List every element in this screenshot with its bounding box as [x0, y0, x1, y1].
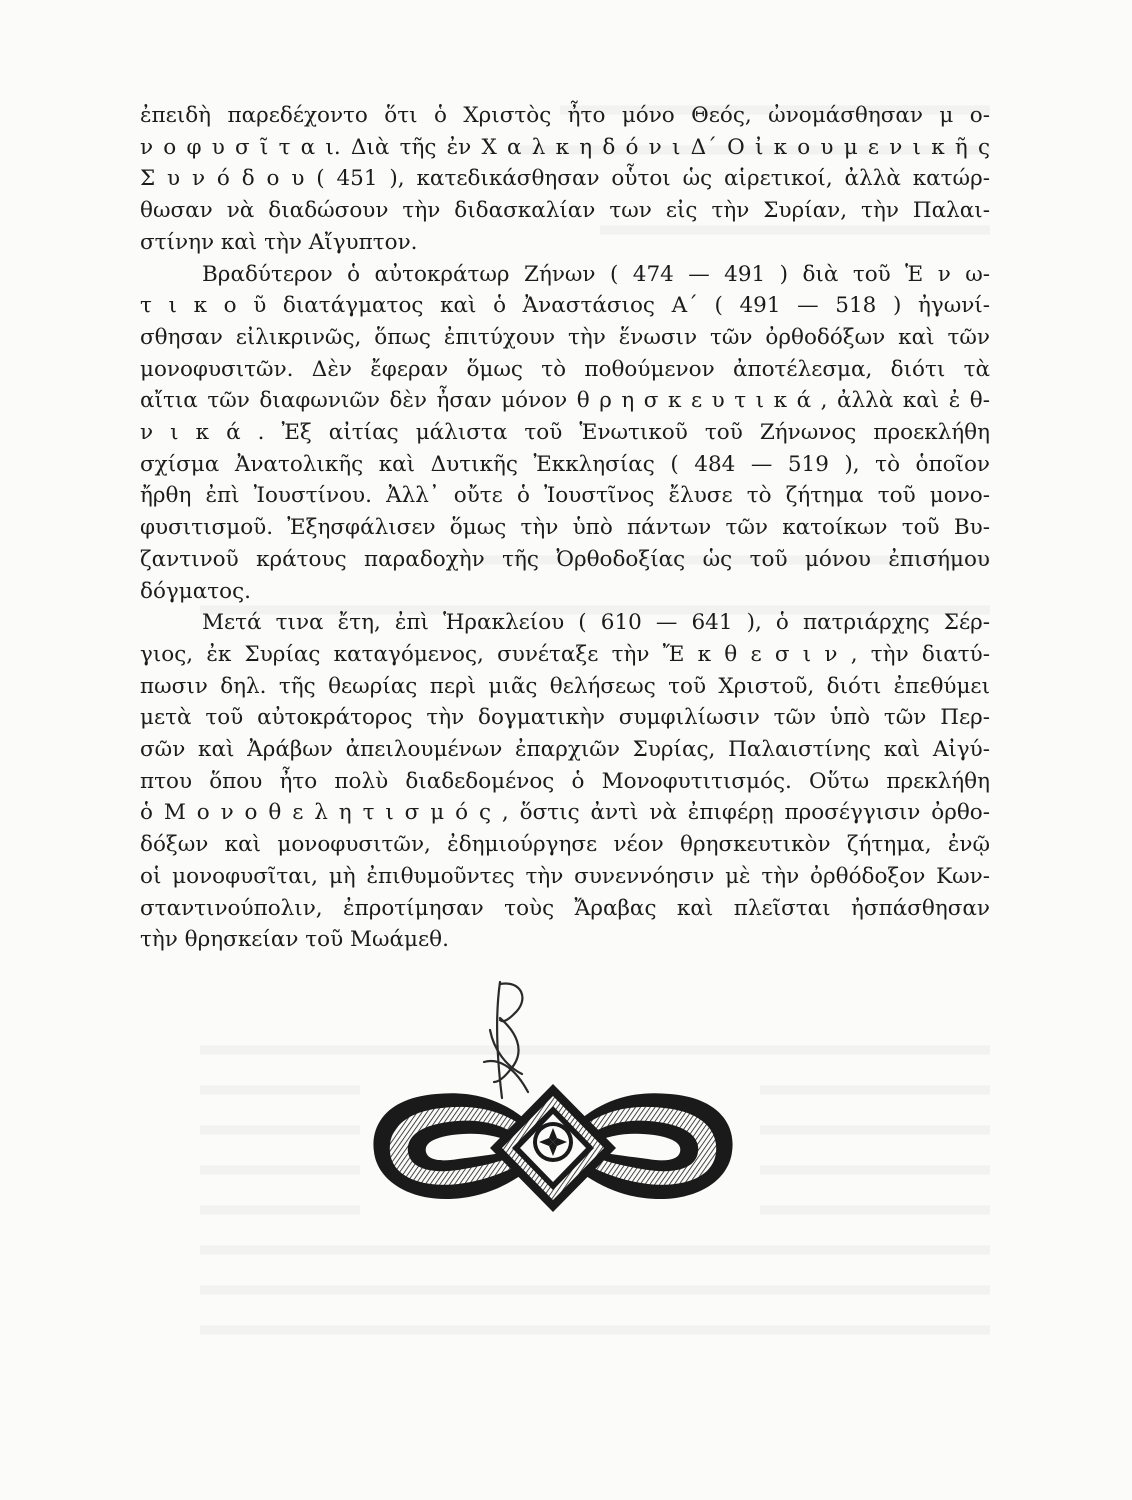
- text-line: τὴν θρησκείαν τοῦ Μωάμεθ.: [140, 927, 449, 953]
- paragraph-3: [140, 607, 990, 956]
- text-line: θωσαν νὰ διαδώσουν τὴν διδασκαλίαν των εἰς τὴν Συρίαν, τὴν Παλαι-: [140, 198, 990, 224]
- text-line: μετὰ τοῦ αὐτοκράτορος τὴν δογματικὴν συμφιλίωσιν τῶν ὑπὸ τῶν Περ-: [140, 705, 990, 731]
- text-line: πτου ὅπου ἦτο πολὺ διαδεδομένος ὁ Μονοφυτιτισμός. Οὕτω πρεκλήθη: [140, 768, 990, 794]
- text-line: φυσιτισμοῦ. Ἐξησφάλισεν ὅμως τὴν ὑπὸ πάντων τῶν κατοίκων τοῦ Βυ-: [140, 515, 990, 541]
- text-line: ζαντινοῦ κράτους παραδοχὴν τῆς Ὀρθοδοξίας ὡς τοῦ μόνου ἐπισήμου: [140, 546, 990, 572]
- text-line: Μετά τινα ἔτη, ἐπὶ Ἡρακλείου ( 610 — 641 ), ὁ πατριάρχης Σέρ-: [202, 610, 990, 636]
- text-line: αἴτια τῶν διαφωνιῶν δὲν ἦσαν μόνον θ ρ η σ κ ε υ τ ι κ ά , ἀλλὰ καὶ ἐ θ-: [140, 388, 990, 414]
- text-line: σταντινούπολιν, ἐπροτίμησαν τοὺς Ἄραβας καὶ πλεῖσται ἠσπάσθησαν: [140, 895, 990, 921]
- text-line: σθησαν εἰλικρινῶς, ὅπως ἐπιτύχουν τὴν ἕνωσιν τῶν ὀρθοδόξων καὶ τῶν: [140, 324, 990, 350]
- text-line: γιος, ἐκ Συρίας καταγόμενος, συνέταξε τὴν Ἔ κ θ ε σ ι ν , τὴν διατύ-: [140, 641, 990, 667]
- text-line: ν ι κ ά . Ἐξ αἰτίας μάλιστα τοῦ Ἑνωτικοῦ τοῦ Ζήνωνος προεκλήθη: [140, 420, 990, 446]
- text-line: στίνην καὶ τὴν Αἴγυπτον.: [140, 229, 418, 255]
- text-line: ν ο φ υ σ ῖ τ α ι. Διὰ τῆς ἐν Χ α λ κ η δ ό ν ι Δ΄ Ο ἰ κ ο υ μ ε ν ι κ ῆ ς: [140, 134, 990, 160]
- text-line: Σ υ ν ό δ ο υ ( 451 ), κατεδικάσθησαν οὗτοι ὡς αἱρετικοί, ἀλλὰ κατώρ-: [140, 166, 990, 192]
- page-body: [140, 100, 990, 956]
- text-line: σῶν καὶ Ἀράβων ἀπειλουμένων ἐπαρχιῶν Συρίας, Παλαιστίνης καὶ Αἰγύ-: [140, 737, 990, 763]
- text-line: ἤρθη ἐπὶ Ἰουστίνου. Ἀλλ᾿ οὔτε ὁ Ἰουστῖνος ἔλυσε τὸ ζήτημα τοῦ μονο-: [140, 483, 990, 509]
- text-line: τ ι κ ο ῦ διατάγματος καὶ ὁ Ἀναστάσιος Α΄ ( 491 — 518 ) ἠγωνί-: [140, 293, 990, 319]
- text-line: Βραδύτερον ὁ αὐτοκράτωρ Ζήνων ( 474 — 491 ) διὰ τοῦ Ἑ ν ω-: [202, 261, 990, 287]
- paragraph-2: [140, 259, 990, 608]
- text-line: πωσιν δηλ. τῆς θεωρίας περὶ μιᾶς θελήσεως τοῦ Χριστοῦ, διότι ἐπεθύμει: [140, 673, 990, 699]
- text-line: ἐπειδὴ παρεδέχοντο ὅτι ὁ Χριστὸς ἦτο μόνο Θεός, ὠνομάσθησαν μ ο-: [140, 103, 990, 128]
- text-line: σχίσμα Ἀνατολικῆς καὶ Δυτικῆς Ἐκκλησίας ( 484 — 519 ), τὸ ὁποῖον: [140, 451, 990, 477]
- text-line: δόξων καὶ μονοφυσιτῶν, ἐδημιούργησε νέον θρησκευτικὸν ζήτημα, ἐνῷ: [140, 832, 990, 858]
- paragraph-1: [140, 100, 990, 259]
- text-line: οἱ μονοφυσῖται, μὴ ἐπιθυμοῦντες τὴν συνεννόησιν μὲ τὴν ὀρθόδοξον Κων-: [140, 863, 990, 889]
- text-line: μονοφυσιτῶν. Δὲν ἔφεραν ὅμως τὸ ποθούμενον ἀποτέλεσμα, διότι τὰ: [140, 356, 990, 382]
- text-line: ὁ Μ ο ν ο θ ε λ η τ ι σ μ ό ς , ὅστις ἀντὶ νὰ ἐπιφέρῃ προσέγγισιν ὀρθο-: [140, 800, 990, 826]
- byzantine-knot-cross-ornament-icon: [366, 1080, 740, 1216]
- text-line: δόγματος.: [140, 578, 251, 604]
